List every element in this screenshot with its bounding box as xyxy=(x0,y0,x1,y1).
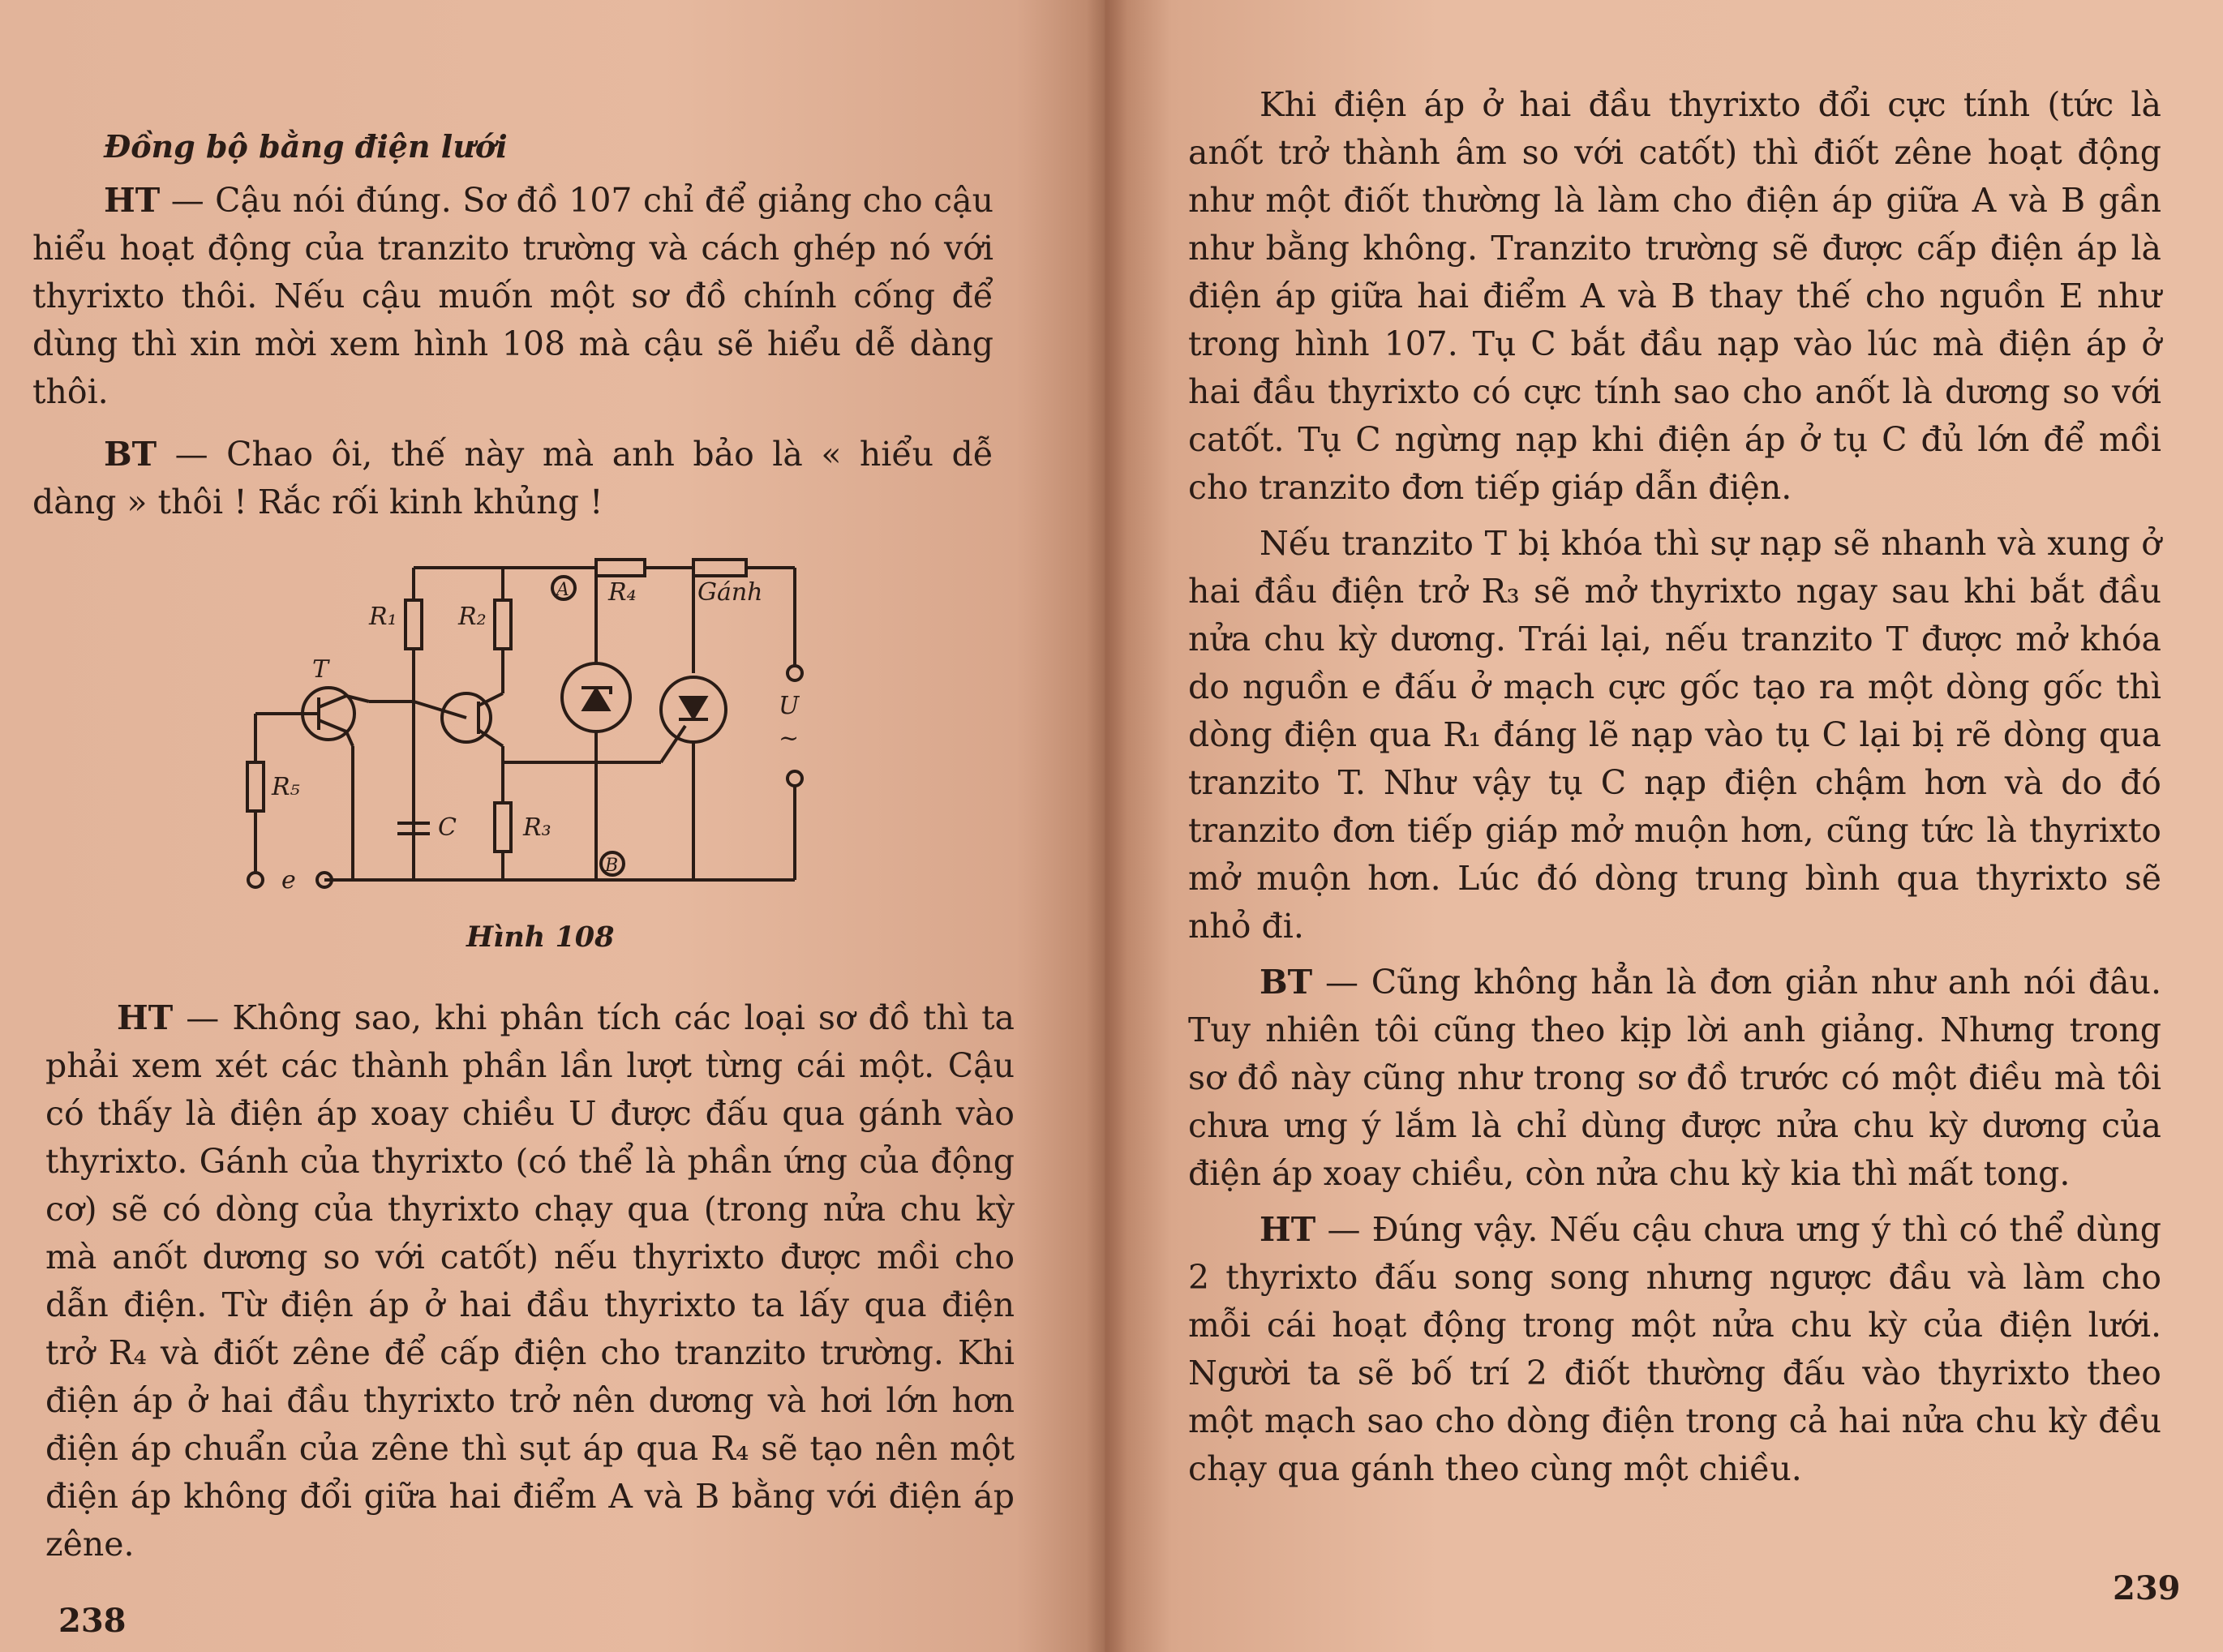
paragraph-text: — Chao ôi, thế này mà anh bảo là « hiểu dễ dàng » thôi ! Rắc rối kinh khủng ! xyxy=(32,435,993,521)
left-top-text xyxy=(32,177,993,526)
figure-caption: Hình 108 xyxy=(466,920,615,954)
bipolar-transistor xyxy=(319,696,346,707)
speaker-label: HT xyxy=(104,181,161,220)
paragraph-text: — Cậu nói đúng. Sơ đồ 107 chỉ để giảng cho cậu hiểu hoạt động của tranzito trường và cách ghép nó với thyrixto thôi. Nếu cậu muốn một sơ đồ chính cống để dùng thì xin mời xem hình 108 mà cậu sẽ hiểu dễ dàng thôi. xyxy=(32,181,993,411)
terminal xyxy=(248,873,263,887)
thyristor xyxy=(681,697,706,718)
label-a: A xyxy=(556,580,569,600)
resistor-r1 xyxy=(406,600,422,649)
resistor-r3 xyxy=(495,803,511,852)
bipolar-transistor xyxy=(319,720,346,732)
speaker-label: BT xyxy=(1260,963,1313,1002)
page-number: 239 xyxy=(2113,1569,2181,1607)
paragraph xyxy=(1188,1206,2161,1493)
label-ac-tilde: ~ xyxy=(779,724,800,753)
paragraph-text: — Không sao, khi phân tích các loại sơ đồ thì ta phải xem xét các thành phần lần lượt từng cái một. Cậu có thấy là điện áp xoay chiều U được đấu qua gánh vào thyrixto. Gánh của thyrixto (có thể là phần ứng của động cơ) sẽ có dòng của thyrixto chạy qua (trong nửa chu kỳ mà anốt dương so với catốt) nếu thyrixto được mồi cho dẫn điện. Từ điện áp ở hai đầu thyrixto ta lấy qua điện trở R₄ và điốt zêne để cấp điện cho tranzito trường. Khi điện áp ở hai đầu thyrixto trở nên dương và hơi lớn hơn điện áp chuẩn của zêne thì sụt áp qua R₄ sẽ tạo nên một điện áp không đổi giữa hai điểm A và B bằng với điện áp zêne. xyxy=(45,998,1015,1564)
paragraph: Nếu tranzito T bị khóa thì sự nạp sẽ nhanh và xung ở hai đầu điện trở R₃ sẽ mở thyrixto ngay sau khi bắt đầu nửa chu kỳ dương. Trái lại, nếu tranzito T được mở khóa do nguồn e đấu ở mạch cực gốc tạo ra một dòng gốc thì dòng điện qua R₁ đáng lẽ nạp vào tụ C lại bị rẽ dòng qua tranzito T. Như vậy tụ C nạp điện chậm hơn và do đó tranzito đơn tiếp giáp mở muộn hơn, cũng tức là thyrixto mở muộn hơn. Lúc đó dòng trung bình qua thyrixto sẽ nhỏ đi. xyxy=(1188,524,2161,946)
label-c: C xyxy=(438,813,457,842)
paragraph xyxy=(1188,959,2161,1198)
left-page xyxy=(0,0,1105,1652)
resistor-r4 xyxy=(596,560,645,576)
label-e: e xyxy=(281,866,296,895)
speaker-label: BT xyxy=(104,435,157,474)
label-load: Gánh xyxy=(697,578,763,607)
wire xyxy=(661,726,685,762)
paragraph xyxy=(32,431,993,526)
zener-diode xyxy=(584,689,608,710)
label-b: B xyxy=(605,856,619,876)
label-r5: R₅ xyxy=(272,773,300,801)
terminal xyxy=(787,666,802,680)
speaker-label: HT xyxy=(1260,1210,1316,1249)
label-r1: R₁ xyxy=(369,603,397,631)
paragraph: Khi điện áp ở hai đầu thyrixto đổi cực tính (tức là anốt trở thành âm so với catốt) thì điốt zêne hoạt động như một điốt thường là làm cho điện áp giữa A và B gần như bằng không. Tranzito trường sẽ được cấp điện áp là điện áp giữa hai điểm A và B thay thế cho nguồn E như trong hình 107. Tụ C bắt đầu nạp vào lúc mà điện áp ở hai đầu thyrixto có cực tính sao cho anốt là dương so với catốt. Tụ C ngừng nạp khi điện áp ở tụ C đủ lớn để mồi cho tranzito đơn tiếp giáp dẫn điện. xyxy=(1188,85,2161,507)
load-resistor xyxy=(693,560,746,576)
circuit-diagram xyxy=(231,551,815,908)
terminal xyxy=(787,771,802,786)
label-r4: R₄ xyxy=(608,578,637,607)
paragraph-text: — Đúng vậy. Nếu cậu chưa ưng ý thì có thể dùng 2 thyrixto đấu song song nhưng ngược đầu và làm cho mỗi cái hoạt động trong một nửa chu kỳ của điện lưới. Người ta sẽ bố trí 2 điốt thường đấu vào thyrixto theo một mạch sao cho dòng điện trong cả hai nửa chu kỳ đều chạy qua gánh theo cùng một chiều. xyxy=(1188,1210,2161,1488)
wire xyxy=(414,702,466,718)
paragraph xyxy=(32,177,993,416)
label-t: T xyxy=(312,655,329,684)
label-u: U xyxy=(779,692,800,720)
left-bottom-text xyxy=(45,994,1015,1568)
resistor-r2 xyxy=(495,600,511,649)
speaker-label: HT xyxy=(117,998,174,1037)
wire xyxy=(346,732,353,746)
paragraph-text: — Cũng không hẳn là đơn giản như anh nói đâu. Tuy nhiên tôi cũng theo kịp lời anh giảng. Nhưng trong sơ đồ này cũng như trong sơ đồ trước có một điều mà tôi chưa ưng ý lắm là chỉ dùng được nửa chu kỳ dương của điện áp xoay chiều, còn nửa chu kỳ kia thì mất tong. xyxy=(1188,963,2161,1193)
paragraph xyxy=(45,994,1015,1568)
label-r3: R₃ xyxy=(523,813,551,842)
book-gutter xyxy=(1087,0,1127,1652)
page-number: 238 xyxy=(58,1602,127,1640)
label-r2: R₂ xyxy=(458,603,487,631)
section-heading: Đồng bộ bằng điện lưới xyxy=(104,128,508,165)
right-text xyxy=(1188,81,2161,1493)
resistor-r5 xyxy=(247,762,264,811)
